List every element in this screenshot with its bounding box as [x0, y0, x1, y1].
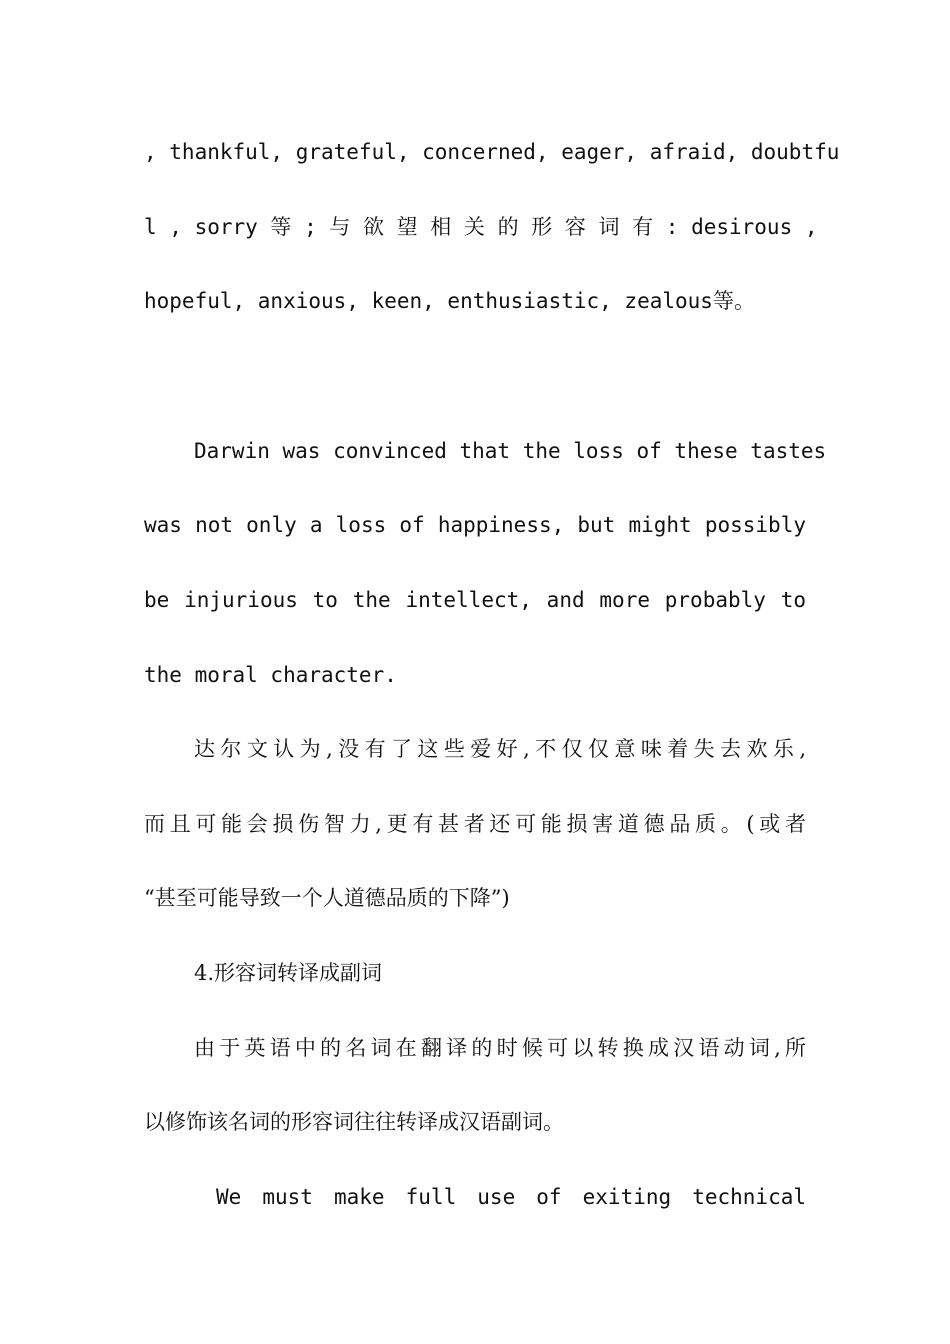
paragraph-line: Darwin was convinced that the loss of these tastes: [194, 439, 827, 463]
text-line: hopeful, anxious, keen, enthusiastic, zealous等。: [144, 289, 755, 313]
translation-line: “甚至可能导致一个人道德品质的下降”): [144, 886, 510, 910]
body-line: 由于英语中的名词在翻译的时候可以转换成汉语动词,所: [194, 1036, 806, 1060]
translation-line: 达尔文认为,没有了这些爱好,不仅仅意味着失去欢乐,: [194, 737, 806, 761]
paragraph-line: was not only a loss of happiness, but might possibly: [144, 513, 806, 537]
paragraph-line: the moral character.: [144, 663, 397, 687]
section-heading: 4.形容词转译成副词: [194, 961, 383, 985]
body-line: 以修饰该名词的形容词往往转译成汉语副词。: [144, 1110, 564, 1134]
text-line: , thankful, grateful, concerned, eager, afraid, doubtfu: [144, 140, 840, 164]
translation-line: 而且可能会损伤智力,更有甚者还可能损害道德品质。(或者: [144, 812, 806, 836]
example-line: We must make full use of exiting technical: [216, 1185, 806, 1209]
text-line: l , sorry 等 ; 与 欲 望 相 关 的 形 容 词 有 : desirous ,: [144, 215, 818, 239]
paragraph-line: be injurious to the intellect, and more probably to: [144, 588, 806, 612]
